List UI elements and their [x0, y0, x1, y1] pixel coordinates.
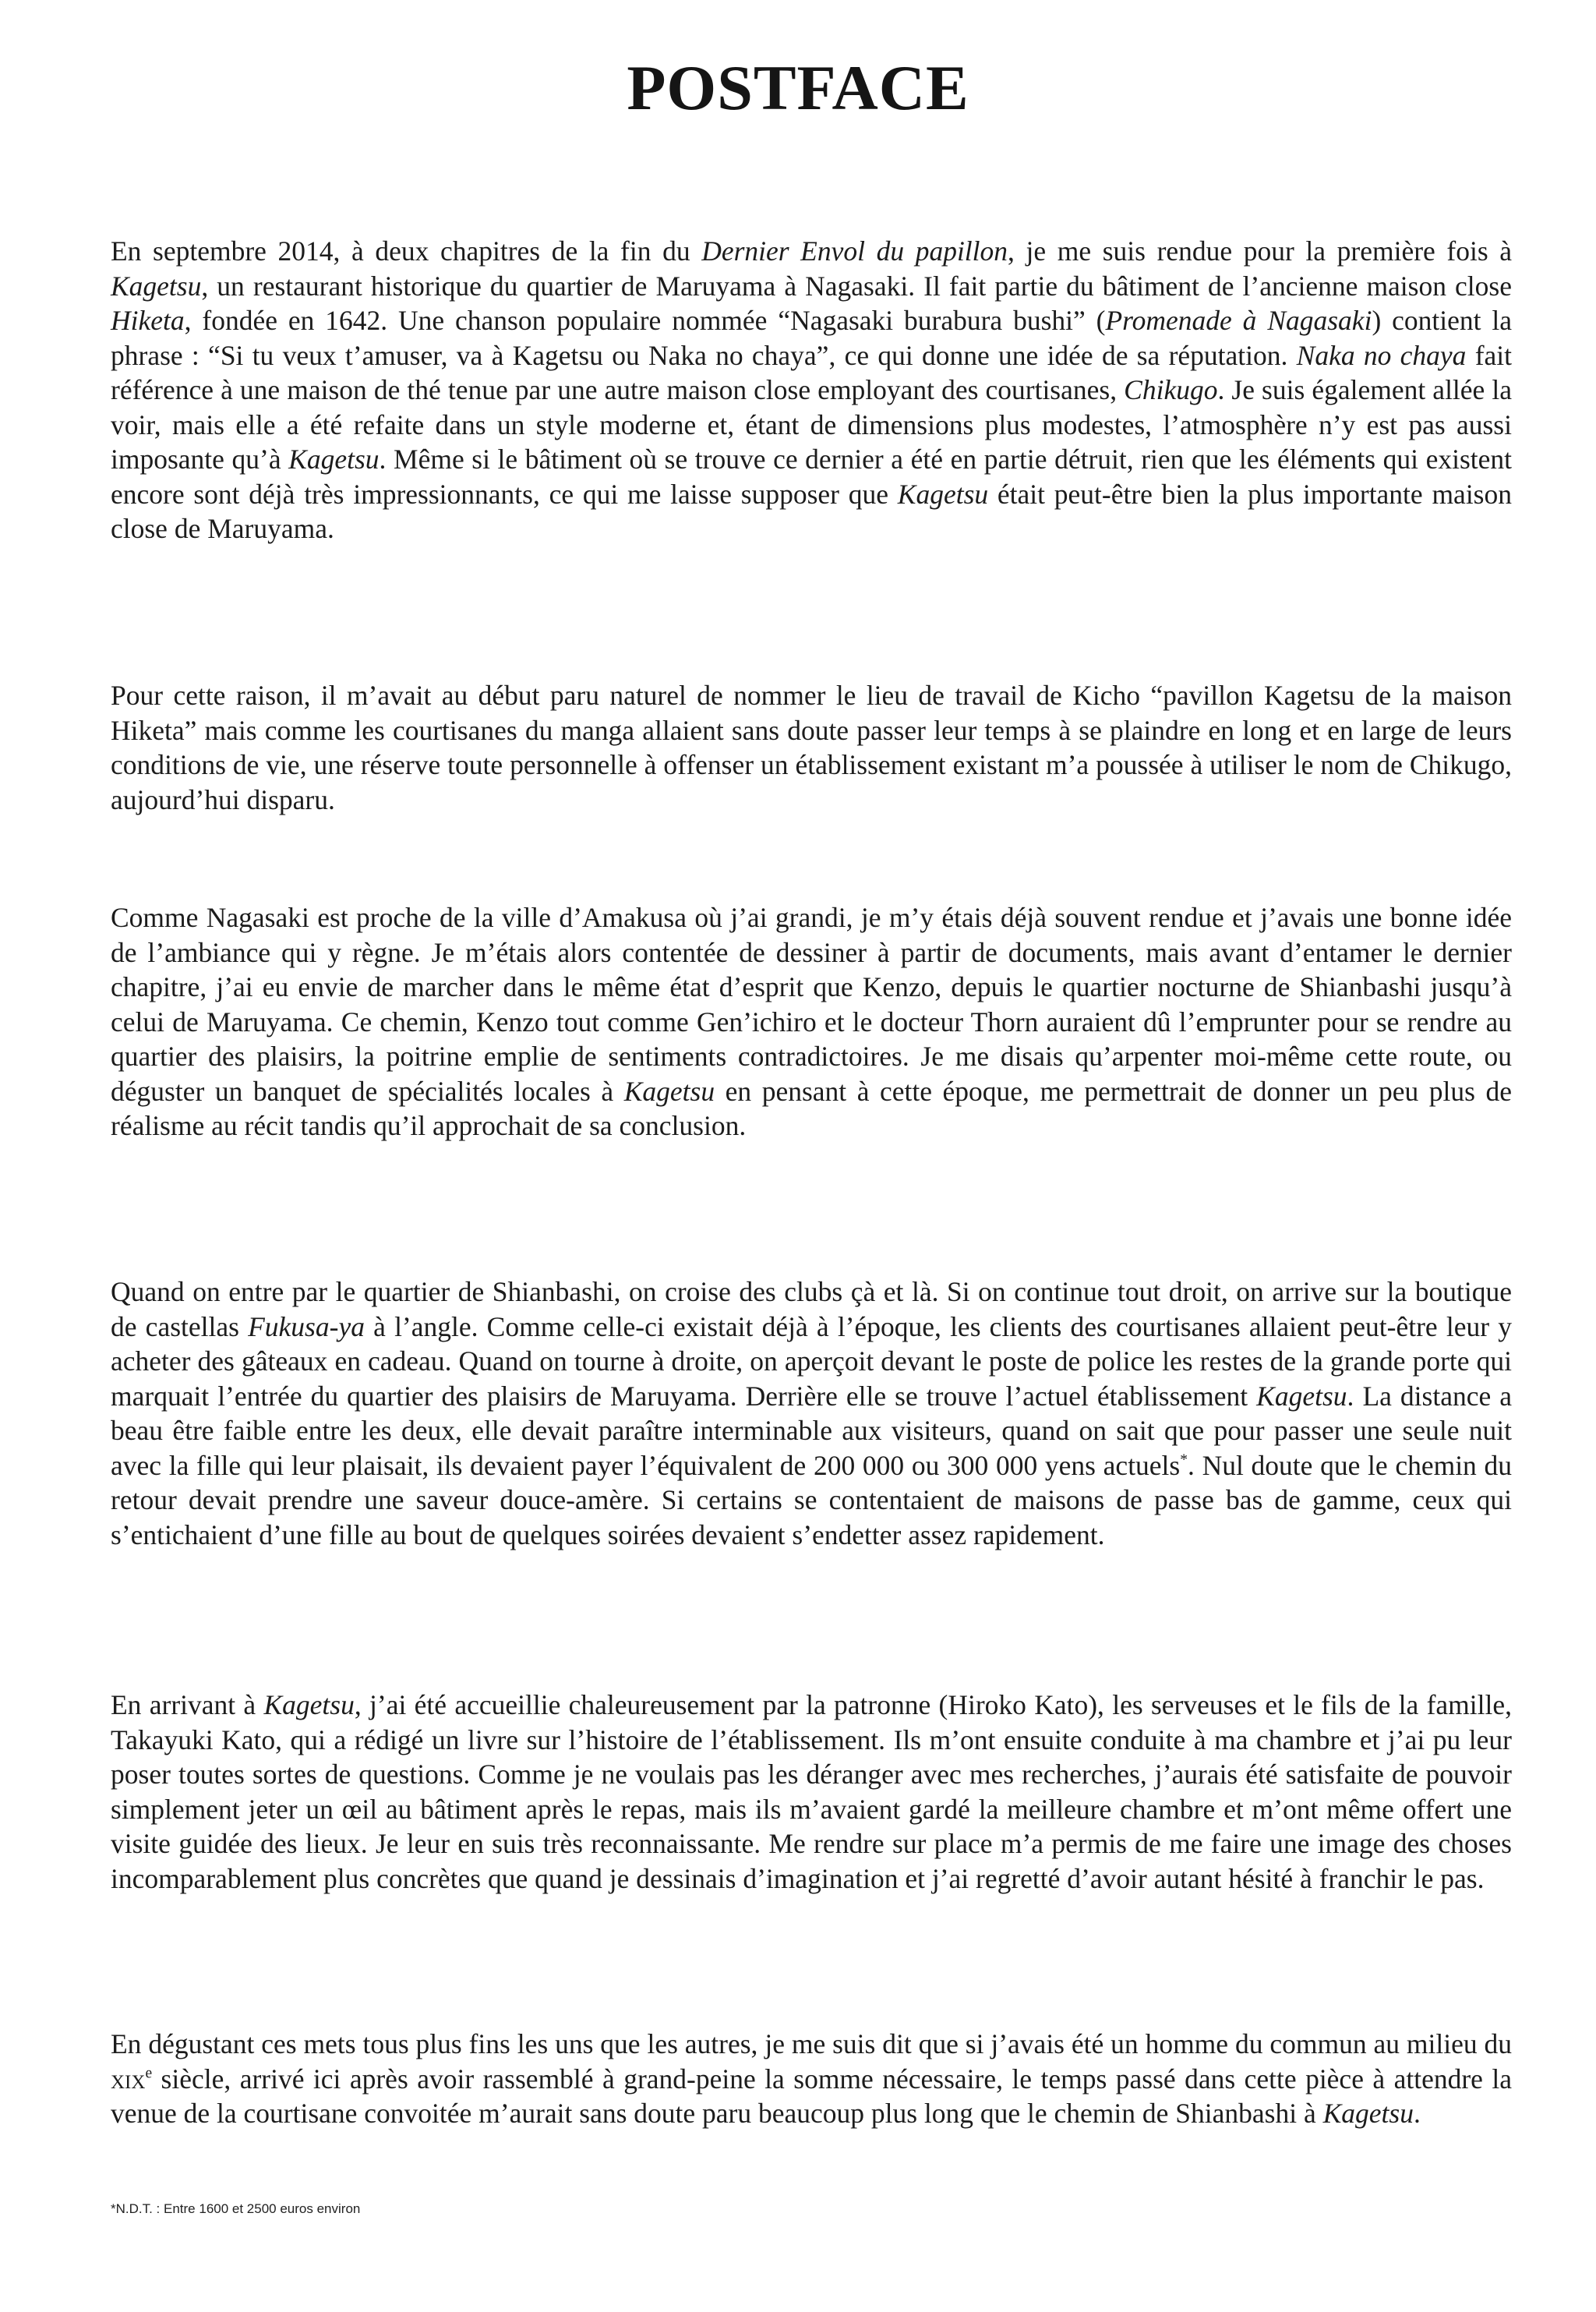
italic-run: Kagetsu: [1322, 2098, 1414, 2129]
text-run: En dégustant ces mets tous plus fins les uns que les autres, je me suis dit que si j’avais été un homme du commun au milieu du: [111, 2028, 1512, 2059]
italic-run: Chikugo: [1124, 374, 1218, 405]
italic-run: Hiketa: [111, 305, 185, 336]
text-run: était peut-être bien la plus importante maison close de Maruyama.: [111, 478, 1512, 544]
text-run: Quand on entre par le quartier de Shianbashi, on croise des clubs çà et là. Si on continue tout droit, on arrive sur la boutique de castellas: [111, 1276, 1512, 1342]
paragraph: [111, 900, 1512, 1144]
text-run: . Je suis également allée la voir, mais elle a été refaite dans un style moderne et, étant de dimensions plus modestes, l’atmosphère n’y est pas aussi imposante qu’à: [111, 374, 1512, 475]
text-run: En septembre 2014, à deux chapitres de la fin du: [111, 235, 702, 267]
page-title: POSTFACE: [627, 52, 969, 123]
text-run: fait référence à une maison de thé tenue par une autre maison close employant des courtisanes,: [111, 339, 1512, 405]
italic-run: Kagetsu: [111, 270, 202, 302]
text-run: siècle, arrivé ici après avoir rassemblé à grand-peine la somme nécessaire, le temps passé dans cette pièce à attendre la venue de la courtisane convoitée m’aurait sans doute paru beaucoup plus long que le chemin de Shianbashi à: [111, 2063, 1512, 2129]
text-run: , un restaurant historique du quartier de Maruyama à Nagasaki. Il fait partie du bâtiment de l’ancienne maison close: [201, 270, 1512, 302]
superscript: *: [1180, 1451, 1188, 1468]
text-run: en pensant à cette époque, me permettrait de donner un peu plus de réalisme au récit tandis qu’il approchait de sa conclusion.: [111, 1075, 1512, 1141]
text-run: Pour cette raison, il m’avait au début paru naturel de nommer le lieu de travail de Kicho “pavillon Kagetsu de la maison Hiketa” mais comme les courtisanes du manga allaient sans doute passer leur temps à se plaindre en long et en large de leurs conditions de vie, une réserve toute personnelle à offenser un établissement existant m’a poussée à utiliser le nom de Chikugo, aujourd’hui disparu.: [111, 680, 1512, 815]
italic-run: Kagetsu: [263, 1689, 355, 1720]
text-run: ) contient la phrase : “Si tu veux t’amuser, va à Kagetsu ou Naka no chaya”, ce qui donne une idée de sa réputation.: [111, 305, 1512, 371]
italic-run: Fukusa-ya: [248, 1310, 365, 1342]
superscript: e: [145, 2064, 153, 2081]
paragraph: [111, 678, 1512, 817]
text-run: à l’angle. Comme celle-ci existait déjà à l’époque, les clients des courtisanes allaient peut-être leur y acheter des gâteaux en cadeau. Quand on tourne à droite, on aperçoit devant le poste de police les restes de la grande porte qui marquait l’entrée du quartier des plaisirs de Maruyama. Derrière elle se trouve l’actuel établissement: [111, 1310, 1512, 1412]
italic-run: Kagetsu: [288, 444, 380, 475]
smallcaps-run: xix: [111, 2063, 146, 2095]
footnote: *N.D.T. : Entre 1600 et 2500 euros environ: [111, 2201, 361, 2216]
paragraph: [111, 234, 1512, 546]
italic-run: Kagetsu: [1256, 1380, 1347, 1412]
text-run: , fondée en 1642. Une chanson populaire nommée “Nagasaki burabura bushi” (: [184, 305, 1106, 336]
text-run: . La distance a beau être faible entre les deux, elle devait paraître interminable aux visiteurs, quand on sait que pour passer une seule nuit avec la fille qui leur plaisait, ils devaient payer l’équivalent de 200 000 ou 300 000 yens actuels: [111, 1380, 1512, 1481]
text-run: , je me suis rendue pour la première fois à: [1008, 235, 1513, 267]
italic-run: Kagetsu: [623, 1075, 715, 1107]
italic-run: Naka no chaya: [1296, 339, 1467, 371]
text-run: .: [1413, 2098, 1421, 2129]
text-run: , j’ai été accueillie chaleureusement par la patronne (Hiroko Kato), les serveuses et le fils de la famille, Takayuki Kato, qui a rédigé un livre sur l’histoire de l’établissement. Ils m’ont ensuite conduite à ma chambre et j’ai pu leur poser toutes sortes de questions. Comme je ne voulais pas les déranger avec mes recherches, j’aurais été satisfaite de pouvoir simplement jeter un œil au bâtiment après le repas, mais ils m’avaient gardé la meilleure chambre et m’ont même offert une visite guidée des lieux. Je leur en suis très reconnaissante. Me rendre sur place m’a permis de me faire une image des choses incomparablement plus concrètes que quand je dessinais d’imagination et j’ai regretté d’avoir autant hésité à franchir le pas.: [111, 1689, 1512, 1894]
paragraph: [111, 1274, 1512, 1552]
text-run: Comme Nagasaki est proche de la ville d’Amakusa où j’ai grandi, je m’y étais déjà souvent rendue et j’avais une bonne idée de l’ambiance qui y règne. Je m’étais alors contentée de dessiner à partir de documents, mais avant d’entamer le dernier chapitre, j’ai eu envie de marcher dans le même état d’esprit que Kenzo, depuis le quartier nocturne de Shianbashi jusqu’à celui de Maruyama. Ce chemin, Kenzo tout comme Gen’ichiro et le docteur Thorn auraient dû l’emprunter pour se rendre au quartier des plaisirs, la poitrine emplie de sentiments contradictoires. Je me disais qu’arpenter moi-même cette route, ou déguster un banquet de spécialités locales à: [111, 902, 1512, 1107]
text-run: En arrivant à: [111, 1689, 264, 1720]
italic-run: Dernier Envol du papillon: [701, 235, 1008, 267]
text-run: . Nul doute que le chemin du retour devait prendre une saveur douce-amère. Si certains se contentaient de maisons de passe bas de gamme, ceux qui s’entichaient d’une fille au bout de quelques soirées devaient s’endetter assez rapidement.: [111, 1449, 1512, 1550]
italic-run: Promenade à Nagasaki: [1105, 305, 1372, 336]
paragraph: [111, 1688, 1512, 1896]
paragraph: [111, 2027, 1512, 2131]
text-run: . Même si le bâtiment où se trouve ce dernier a été en partie détruit, rien que les éléments qui existent encore sont déjà très impressionnants, ce qui me laisse supposer que: [111, 444, 1512, 510]
italic-run: Kagetsu: [897, 478, 989, 510]
